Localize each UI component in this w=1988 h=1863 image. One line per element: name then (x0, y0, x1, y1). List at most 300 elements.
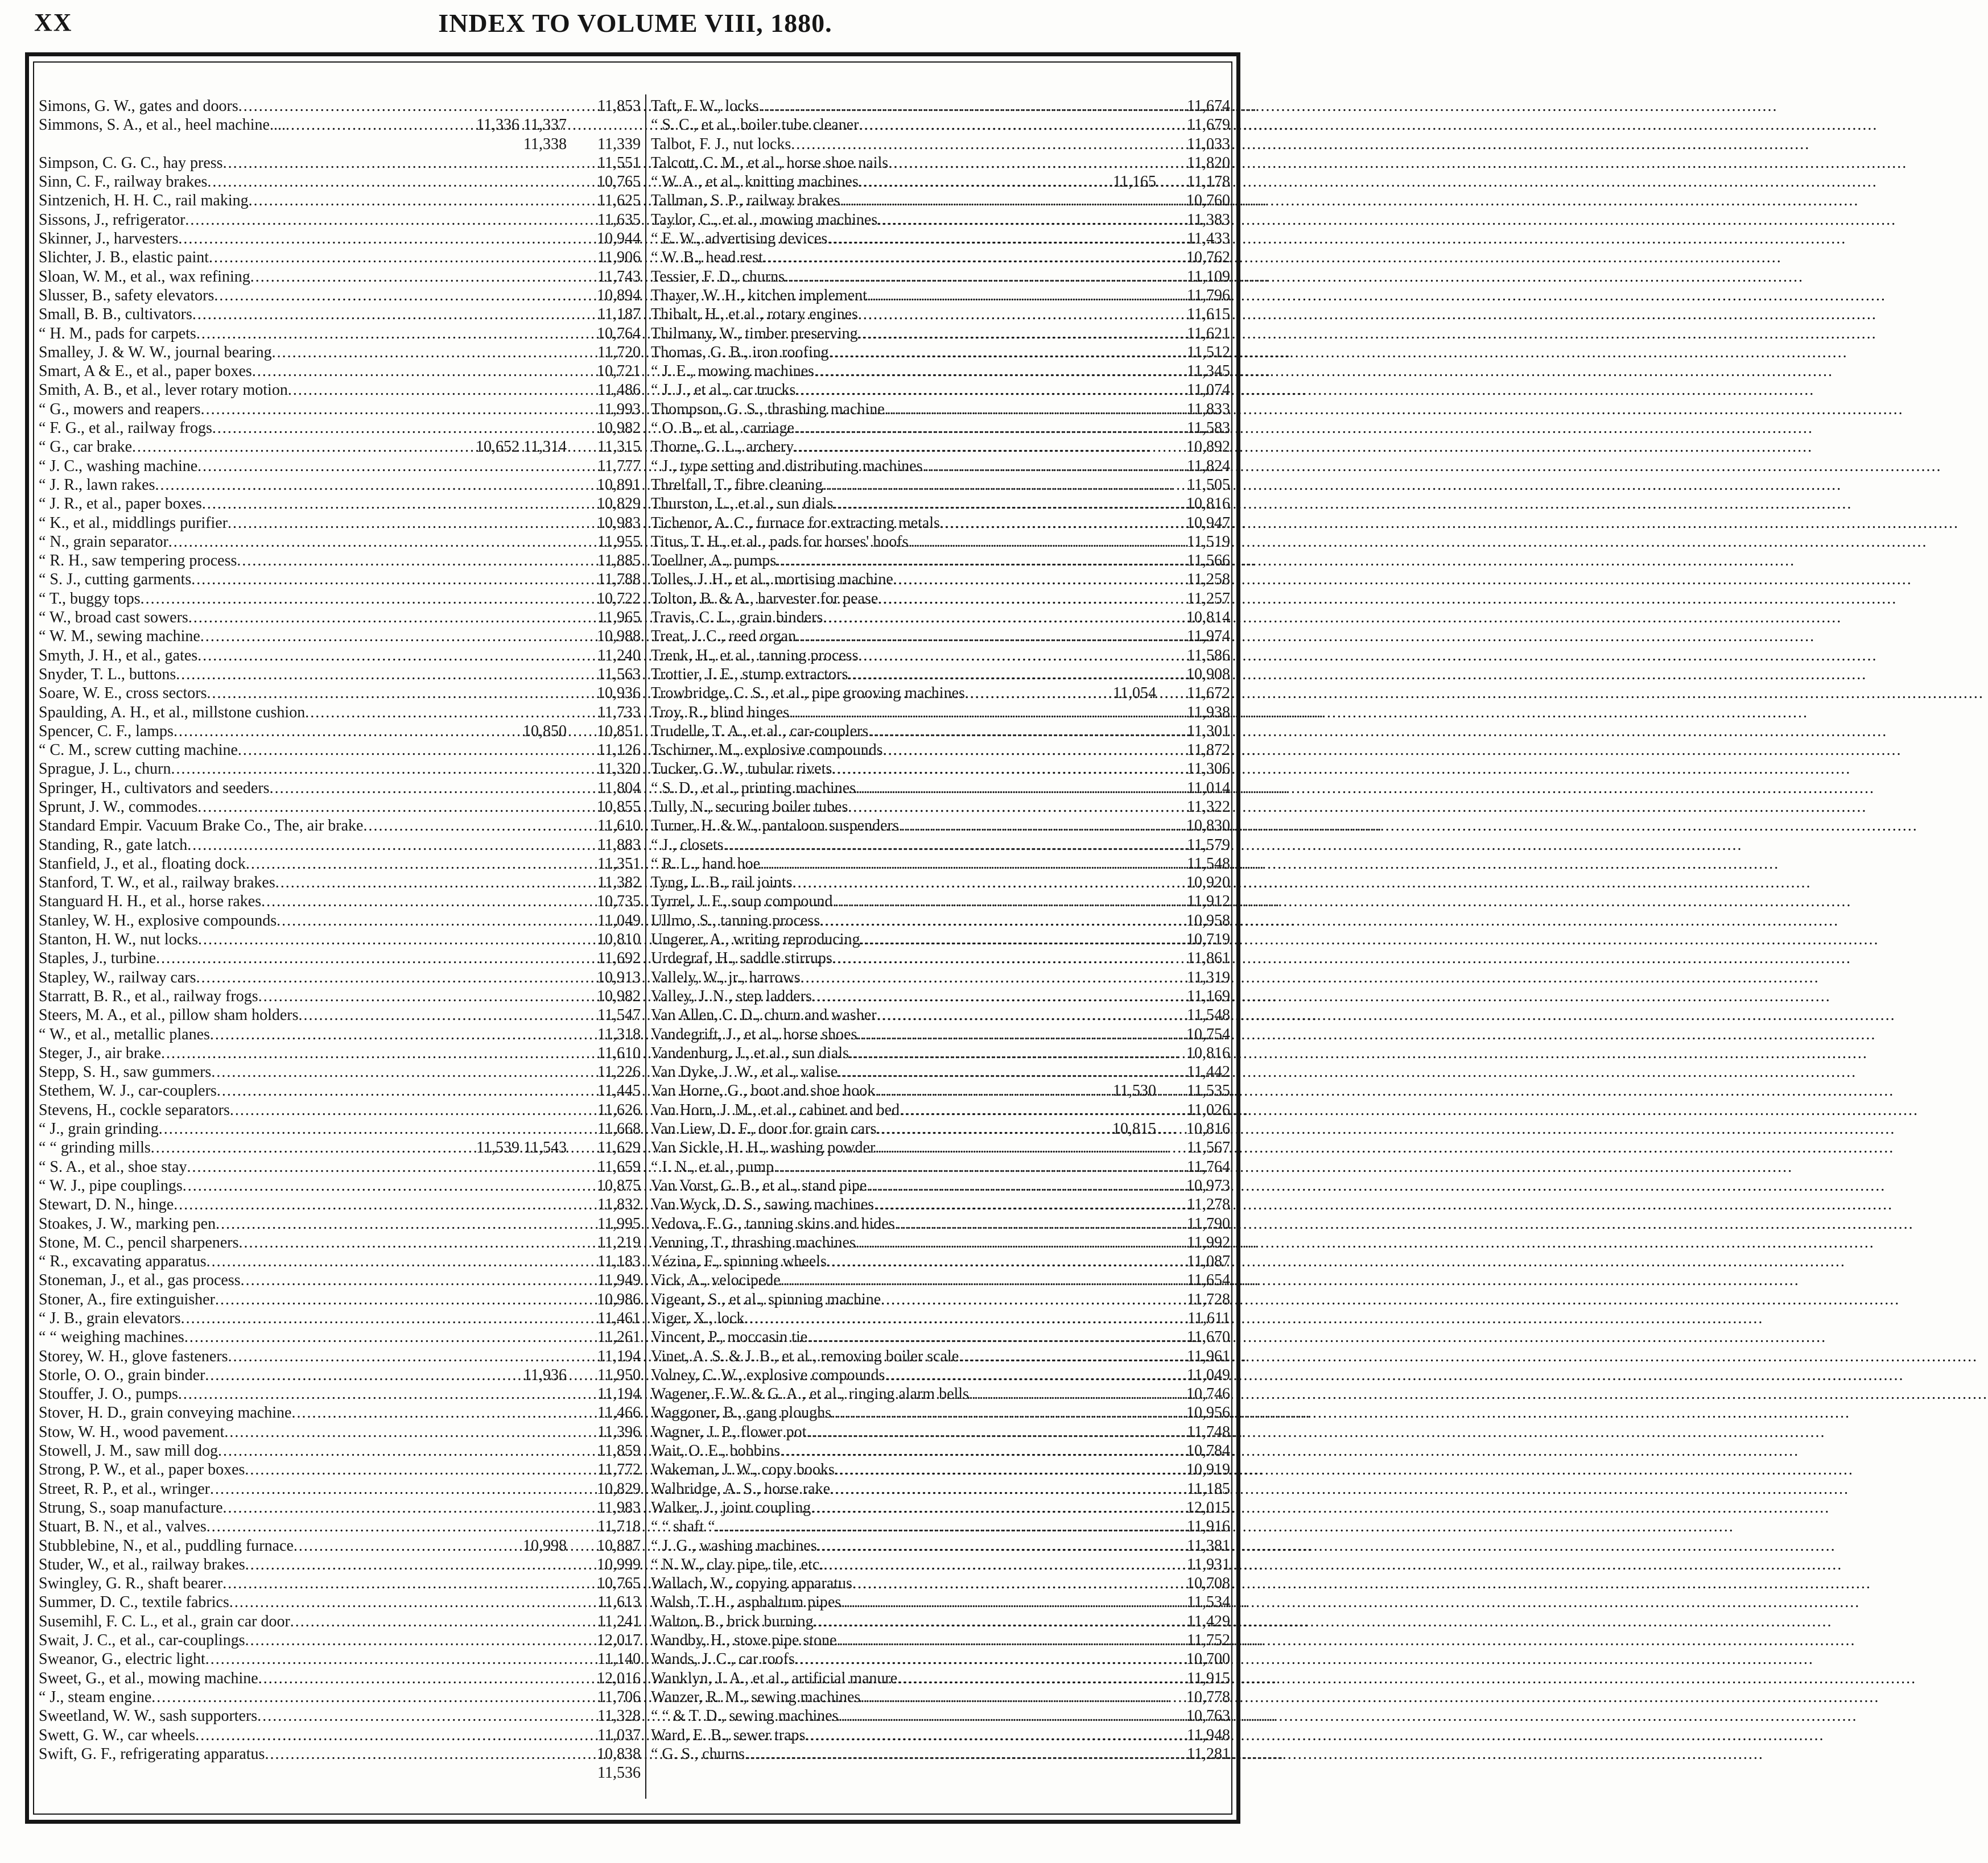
index-entry (651, 779, 1230, 798)
index-entry (39, 1215, 641, 1233)
index-entry (39, 362, 641, 381)
entry-text: Studer, W., et al., railway brakes (39, 1555, 245, 1573)
entry-text: Vandenburg, J., et al., sun dials (651, 1044, 849, 1062)
dot-leader (174, 722, 518, 741)
index-entry (39, 1006, 641, 1025)
entry-text: Valley, J. N., step ladders (651, 987, 812, 1005)
patent-number: 11,322 (1187, 798, 1230, 816)
patent-number: 11,257 (1187, 589, 1230, 608)
index-entry (651, 532, 1230, 551)
dot-leader (305, 703, 577, 722)
entry-text: Vigeant, S., et al., spinning machine (651, 1290, 881, 1308)
index-entry (651, 1385, 1230, 1403)
index-entry (651, 476, 1230, 494)
patent-number: 11,126 (597, 741, 641, 759)
index-entry (651, 1612, 1230, 1631)
index-entry (39, 1063, 641, 1081)
patent-number: 11,185 (1187, 1480, 1230, 1498)
dot-leader (829, 343, 1166, 362)
entry-text: Taft, F. W., locks (651, 97, 759, 115)
extra-patent-numbers: 10,815 (1112, 1120, 1156, 1138)
dot-leader (814, 362, 1166, 381)
dot-leader (161, 1044, 577, 1063)
patent-number: 11,026 (1187, 1101, 1230, 1119)
dot-leader (795, 1650, 1166, 1668)
dot-leader (261, 892, 577, 911)
entry-text: Vinet, A. S. & J. B., et al., removing boiler scale (651, 1347, 959, 1365)
entry-text: Thorne, G. L., archery (651, 438, 794, 456)
entry-text: Smyth, J. H., et al., gates (39, 646, 198, 664)
index-entry (651, 1025, 1230, 1044)
patent-number: 11,883 (597, 836, 641, 854)
entry-text: Vedova, F. G., tanning skins and hides (651, 1215, 895, 1233)
index-entry (39, 911, 641, 930)
dot-leader (969, 1385, 1166, 1403)
entry-text: Stone, M. C., pencil sharpeners (39, 1233, 239, 1251)
entry-text: Simons, G. W., gates and doors (39, 97, 238, 115)
patent-number: 11,396 (597, 1423, 641, 1441)
entry-text: Snyder, T. L., buttons (39, 665, 176, 683)
patent-number: 11,728 (1187, 1290, 1230, 1308)
patent-number: 10,719 (1186, 931, 1230, 949)
index-entry (39, 494, 641, 513)
dot-leader (715, 1517, 1166, 1536)
patent-number: 11,567 (1187, 1139, 1230, 1157)
index-entry (39, 608, 641, 627)
patent-number: 11,014 (1187, 779, 1230, 797)
index-entry (39, 1536, 641, 1555)
dot-leader (724, 836, 1166, 854)
index-entry (39, 570, 641, 589)
patent-number: 10,760 (1186, 192, 1230, 210)
index-entry (39, 1688, 641, 1707)
patent-number: 11,720 (597, 343, 641, 361)
index-entry (39, 210, 641, 229)
index-entry (651, 210, 1230, 229)
entry-text: “ J., steam engine (39, 1688, 152, 1706)
page-title: INDEX TO VOLUME VIII, 1880. (438, 9, 832, 38)
patent-number: 11,049 (1187, 1366, 1230, 1384)
index-entry (651, 457, 1230, 476)
index-entry (39, 1593, 641, 1612)
dot-leader (197, 646, 577, 665)
dot-leader (187, 1158, 577, 1176)
index-entry (651, 1631, 1230, 1650)
entry-text: Swingley, G. R., shaft bearer (39, 1575, 223, 1593)
patent-number: 11,466 (597, 1404, 641, 1422)
index-entry (651, 305, 1230, 324)
entry-text: Tschirner, M., explosive compounds (651, 741, 883, 759)
index-entry (651, 854, 1230, 873)
index-entry (39, 1044, 641, 1063)
entry-text: “ “ weighing machines (39, 1328, 184, 1346)
entry-text: “ J., type setting and distributing machines (651, 457, 923, 475)
index-entry (651, 949, 1230, 968)
entry-text: Soare, W. E., cross sectors (39, 684, 207, 703)
entry-text: “ “ grinding mills (39, 1139, 151, 1157)
index-entry (651, 1688, 1230, 1707)
patent-number: 11,788 (597, 571, 641, 589)
index-entry (651, 722, 1230, 741)
patent-number: 12,016 (597, 1669, 641, 1687)
patent-number: 11,033 (1187, 135, 1230, 153)
patent-number: 10,816 (1186, 1044, 1230, 1062)
index-entry (651, 627, 1230, 646)
index-entry (651, 1328, 1230, 1346)
dot-leader (132, 437, 471, 456)
entry-text: Van Horn, J. M., et al., cabinet and bed (651, 1101, 900, 1119)
patent-number: 11,074 (1187, 381, 1230, 399)
dot-leader (776, 551, 1166, 570)
index-entry (651, 115, 1230, 134)
dot-leader (210, 1025, 577, 1044)
entry-text: “ W. J., pipe couplings (39, 1176, 183, 1195)
patent-number: 11,670 (1187, 1328, 1230, 1346)
dot-leader (245, 1555, 577, 1574)
index-entry (651, 1195, 1230, 1214)
entry-text: Van Wyck, D. S., sawing machines (651, 1196, 875, 1214)
entry-text: “ W. B., head rest (651, 249, 763, 267)
index-entry (39, 646, 641, 665)
patent-number: 11,301 (1187, 722, 1230, 740)
patent-number: 11,315 (597, 438, 641, 456)
entry-text: Smith, A. B., et al., lever rotary motion (39, 381, 288, 399)
patent-number: 10,708 (1186, 1575, 1230, 1593)
patent-number: 10,722 (597, 589, 641, 608)
patent-number: 11,445 (597, 1082, 641, 1100)
dot-leader (215, 1290, 577, 1309)
index-entry (651, 1555, 1230, 1574)
dot-leader (200, 627, 577, 646)
dot-leader (875, 1138, 1166, 1157)
dot-leader (192, 305, 577, 324)
dot-leader (959, 1347, 1166, 1366)
patent-number: 10,765 (597, 173, 641, 191)
index-entry (651, 248, 1230, 267)
index-entry (39, 1517, 641, 1536)
index-entry (651, 1460, 1230, 1479)
dot-leader (807, 1328, 1166, 1346)
index-entry (39, 514, 641, 532)
index-entry (651, 1574, 1230, 1593)
entry-text: Thilmany, W., timber preserving (651, 324, 858, 342)
patent-number: 11,950 (597, 1366, 641, 1384)
patent-number: 10,765 (597, 1575, 641, 1593)
dot-leader (223, 154, 577, 172)
patent-number: 11,654 (1187, 1271, 1230, 1290)
patent-number: 12,017 (597, 1631, 641, 1650)
entry-text: Van Liew, D. F., door for grain cars (651, 1120, 877, 1138)
patent-number: 11,824 (1187, 457, 1230, 475)
dot-leader (858, 646, 1166, 665)
index-entry (39, 324, 641, 343)
patent-number: 12,015 (1186, 1498, 1230, 1517)
patent-number: 11,743 (597, 267, 641, 286)
patent-number: 11,169 (1187, 987, 1230, 1005)
entry-text: Standard Empir. Vacuum Brake Co., The, air brake (39, 817, 364, 835)
dot-leader (867, 1176, 1166, 1195)
dot-leader (229, 1593, 577, 1612)
entry-text: Summer, D. C., textile fabrics (39, 1593, 229, 1612)
patent-number: 11,796 (1187, 286, 1230, 304)
patent-number: 10,778 (1186, 1688, 1230, 1706)
dot-leader (228, 1347, 577, 1366)
index-entry (39, 1460, 641, 1479)
index-entry (39, 1650, 641, 1668)
entry-text: Street, R. P., et al., wringer (39, 1480, 210, 1498)
patent-number: 10,838 (597, 1745, 641, 1763)
entry-text: “ T., buggy tops (39, 589, 141, 608)
patent-number: 11,328 (597, 1707, 641, 1725)
entry-text: Treat, J. C., reed organ (651, 627, 797, 646)
index-entry (39, 1290, 641, 1309)
dot-leader (168, 532, 577, 551)
dot-leader (299, 1006, 577, 1025)
index-entry (39, 722, 641, 741)
index-entry (39, 1480, 641, 1498)
entry-text: “ J. G., washing machines (651, 1536, 817, 1555)
dot-leader (780, 1441, 1166, 1460)
dot-leader (364, 816, 578, 835)
dot-leader (201, 400, 577, 419)
dot-leader (899, 816, 1166, 835)
index-entry (651, 798, 1230, 816)
entry-text: “ H. M., pads for carpets (39, 324, 196, 342)
index-entry (651, 1120, 1230, 1138)
dot-leader (858, 305, 1166, 324)
index-entry (651, 400, 1230, 419)
patent-number: 10,816 (1186, 1120, 1230, 1138)
dot-leader (156, 949, 577, 968)
dot-leader (181, 1309, 577, 1328)
entry-text: “ J. J., et al., car trucks (651, 381, 796, 399)
patent-number: 11,659 (597, 1158, 641, 1176)
index-entry (651, 437, 1230, 456)
patent-number: 10,958 (1186, 911, 1230, 930)
dot-leader (238, 97, 577, 115)
entry-text: Sprague, J. L., churn (39, 760, 171, 778)
dot-leader (178, 229, 577, 248)
index-entry (651, 703, 1230, 722)
index-entry (39, 1025, 641, 1044)
dot-leader (245, 1631, 577, 1650)
entry-text: Ward, E. B., sewer traps (651, 1726, 806, 1744)
index-entry (651, 419, 1230, 437)
patent-number: 11,635 (597, 210, 641, 229)
patent-number: 11,548 (1187, 1006, 1230, 1025)
dot-leader (760, 854, 1166, 873)
entry-text: Tolton, B. & A., harvester for pease (651, 589, 878, 608)
entry-text: Ullmo, S., tanning process (651, 911, 820, 930)
patent-number: 11,672 (1187, 684, 1230, 703)
dot-leader (859, 172, 1108, 191)
index-entry (651, 362, 1230, 381)
dot-leader (291, 1403, 577, 1422)
entry-text: Simmons, S. A., et al., heel machine.... (39, 116, 286, 134)
entry-text: Trottier, J. E., stump extractors (651, 665, 848, 683)
entry-text: Steger, J., air brake (39, 1044, 162, 1062)
dot-leader (246, 854, 577, 873)
index-entry (651, 1233, 1230, 1252)
entry-text: Steers, M. A., et al., pillow sham holders (39, 1006, 299, 1025)
dot-leader (211, 1063, 577, 1081)
patent-number: 10,891 (597, 476, 641, 494)
index-entry (39, 759, 641, 778)
patent-number: 11,320 (597, 760, 641, 778)
index-entry (39, 930, 641, 949)
dot-leader (805, 1726, 1166, 1745)
entry-text: “ N. W., clay pipe, tile, etc. (651, 1555, 824, 1573)
dot-leader (212, 419, 577, 437)
index-entry (39, 97, 641, 115)
entry-text: Sintzenich, H. H. C., rail making (39, 192, 249, 210)
index-entry (39, 1423, 641, 1441)
entry-text: Troy, R., blind hinges (651, 703, 789, 721)
patent-number: 11,382 (597, 874, 641, 892)
entry-text: Vick, A., velocipede (651, 1271, 781, 1290)
patent-number: 11,748 (1187, 1423, 1230, 1441)
dot-leader (245, 1460, 577, 1479)
index-entry (39, 1763, 641, 1782)
entry-text: Wands, J. C., car roofs (651, 1650, 795, 1668)
patent-number: 11,949 (597, 1271, 641, 1290)
patent-number: 11,345 (1187, 362, 1230, 381)
patent-number: 11,109 (1187, 267, 1230, 286)
patent-number: 11,486 (597, 381, 641, 399)
index-entry (39, 1498, 641, 1517)
dot-leader (187, 836, 577, 854)
dot-leader (744, 1309, 1166, 1328)
dot-leader (791, 135, 1166, 154)
entry-text: Slusser, B., safety elevators (39, 286, 215, 304)
dot-leader (252, 362, 577, 381)
index-entry (651, 1423, 1230, 1441)
index-entry (651, 1650, 1230, 1668)
dot-leader (852, 1574, 1166, 1593)
entry-text: Staples, J., turbine (39, 949, 156, 968)
patent-number: 11,586 (1187, 646, 1230, 664)
index-entry (651, 1063, 1230, 1081)
dot-leader (238, 741, 577, 759)
dot-leader (878, 589, 1166, 608)
patent-number: 11,983 (597, 1498, 641, 1517)
patent-number: 10,735 (597, 893, 641, 911)
entry-text: “ S. C., et al., boiler tube cleaner (651, 116, 859, 134)
dot-leader (207, 684, 577, 703)
entry-text: Vézina, F., spinning wheels (651, 1253, 827, 1271)
patent-number: 11,563 (597, 665, 641, 683)
index-entry (39, 286, 641, 305)
entry-text: Storle, O. O., grain binder (39, 1366, 205, 1384)
entry-text: Volney, C. W., explosive compounds (651, 1366, 885, 1384)
patent-number: 10,830 (1186, 817, 1230, 835)
patent-number: 11,258 (1187, 571, 1230, 589)
patent-number: 11,319 (1187, 968, 1230, 986)
dot-leader (827, 1252, 1166, 1271)
entry-text: Wanklyn, J. A., et al., artificial manure (651, 1669, 898, 1687)
entry-text: Wagner, J. P., flower pot (651, 1423, 807, 1441)
index-entry (651, 1669, 1230, 1688)
entry-text: Ungerer, A., writing reproducing (651, 931, 860, 949)
index-entry (651, 381, 1230, 399)
entry-text: “ J. C., washing machine (39, 457, 198, 475)
patent-number: 11,777 (597, 457, 641, 475)
extra-patent-numbers: 11,936 (523, 1366, 567, 1384)
index-entry (39, 779, 641, 798)
patent-number: 11,433 (1187, 230, 1230, 248)
index-entry (39, 305, 641, 324)
index-entry (651, 684, 1230, 703)
patent-number: 11,948 (1187, 1726, 1230, 1744)
patent-number: 11,551 (597, 154, 641, 172)
dot-leader (836, 1631, 1166, 1650)
index-entry (651, 1366, 1230, 1385)
patent-number: 10,973 (1186, 1176, 1230, 1195)
dot-leader (832, 759, 1166, 778)
entry-text: Stuart, B. N., et al., valves (39, 1518, 207, 1536)
entry-text: Stewart, D. N., hinge (39, 1196, 174, 1214)
right-column (651, 97, 1230, 1763)
index-entry (39, 1385, 641, 1403)
dot-leader (159, 1120, 577, 1138)
entry-text: Sloan, W. M., et al., wax refining (39, 267, 250, 286)
patent-number: 10,986 (597, 1290, 641, 1308)
entry-text: “ N., grain separator (39, 532, 168, 551)
patent-number: 11,674 (1187, 97, 1230, 115)
dot-leader (196, 324, 577, 343)
patent-number: 11,992 (1187, 1233, 1230, 1251)
patent-number: 10,908 (1186, 665, 1230, 683)
dot-leader (176, 665, 577, 684)
entry-text: Smart, A & E., et al., paper boxes (39, 362, 252, 381)
entry-text: Travis, C. L., grain binders (651, 609, 823, 627)
index-entry (651, 930, 1230, 949)
entry-text: Simpson, C. G. C., hay press (39, 154, 223, 172)
dot-leader (188, 608, 577, 627)
patent-number: 11,718 (597, 1518, 641, 1536)
entry-text: Van Vorst, G. B., et al., stand pipe (651, 1176, 867, 1195)
dot-leader (198, 930, 577, 949)
index-entry (39, 589, 641, 608)
dot-leader (217, 1081, 577, 1100)
entry-text: Vincent, P., moccasin tie (651, 1328, 808, 1346)
patent-number: 11,351 (597, 854, 641, 873)
entry-text: Waggoner, B., gang ploughs (651, 1404, 832, 1422)
entry-text: Stanford, T. W., et al., railway brakes (39, 874, 275, 892)
entry-text: “ K., et al., middlings purifier (39, 514, 228, 532)
patent-number: 10,956 (1186, 1404, 1230, 1422)
dot-leader (228, 514, 577, 532)
index-entry (651, 836, 1230, 854)
dot-leader (885, 1366, 1166, 1385)
patent-number: 11,859 (597, 1442, 641, 1460)
dot-leader (257, 1707, 577, 1725)
index-entry (651, 324, 1230, 343)
index-entry (39, 1081, 641, 1100)
extra-patent-numbers: 10,998 (523, 1536, 567, 1555)
patent-number: 10,814 (1186, 609, 1230, 627)
entry-text: “ W., et al., metallic planes (39, 1025, 210, 1043)
dot-leader (758, 97, 1166, 115)
dot-leader (940, 514, 1166, 532)
patent-number: 11,548 (1187, 854, 1230, 873)
index-entry (651, 873, 1230, 892)
entry-text: Thompson, G. S., thrashing machine (651, 400, 885, 418)
patent-number: 10,855 (597, 798, 641, 816)
dot-leader (830, 1480, 1166, 1498)
patent-number: 11,965 (597, 609, 641, 627)
entry-text: “ O. B., et al., carriage (651, 419, 794, 437)
